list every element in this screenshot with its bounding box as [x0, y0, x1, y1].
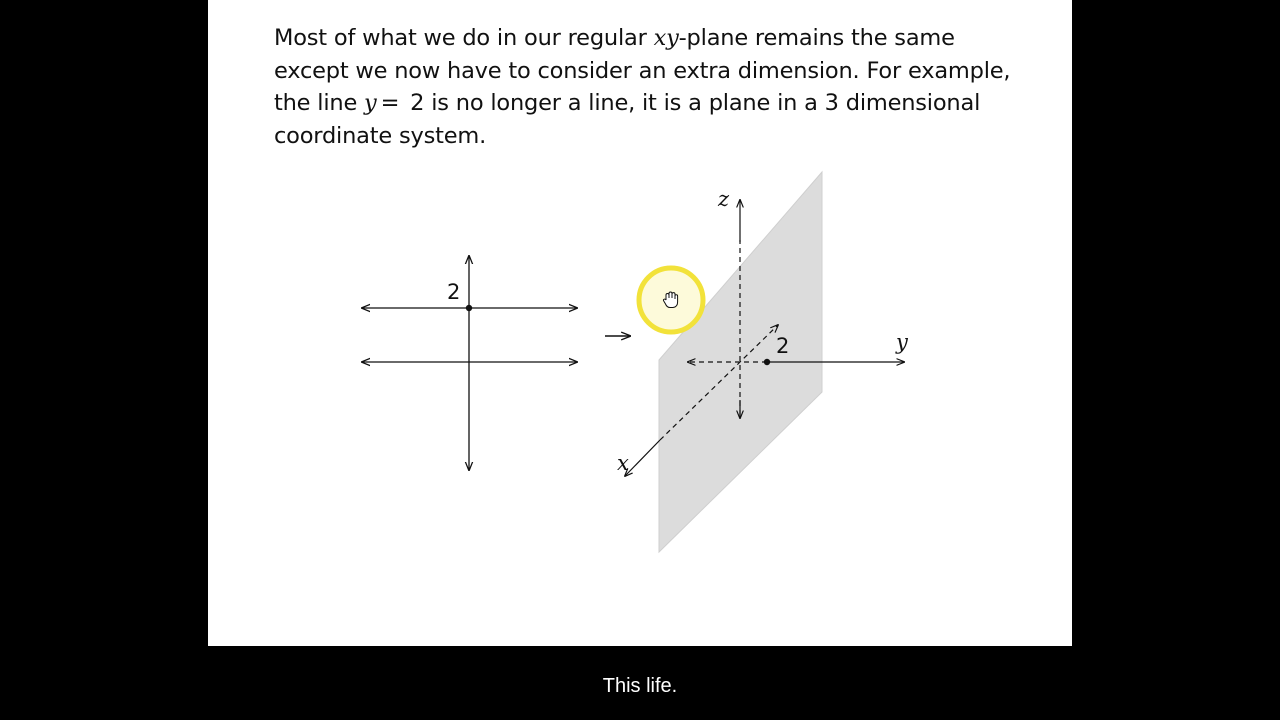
- paragraph-line-2: except we now have to consider an extra dimension. For example,: [274, 57, 1011, 84]
- figure-2d: [362, 256, 577, 470]
- point-3d: [764, 359, 770, 365]
- text-segment: 2 is no longer a line, it is a plane in a 3 dimensional: [403, 90, 981, 116]
- paragraph-line-4: coordinate system.: [274, 122, 487, 149]
- subtitle-caption: This life.: [602, 675, 678, 697]
- label-x: x: [617, 451, 629, 475]
- x-axis-solid: [625, 440, 660, 476]
- label-y: y: [896, 330, 908, 354]
- label-2-3d: 2: [776, 334, 790, 358]
- cursor-highlight: [639, 268, 703, 332]
- text-segment: the line: [274, 90, 365, 116]
- text-segment: -plane remains the same: [678, 25, 955, 51]
- point-2d: [466, 305, 472, 311]
- text-segment: Most of what we do in our regular: [274, 25, 654, 51]
- math-equals: =: [380, 90, 400, 116]
- math-xy: xy: [653, 25, 679, 51]
- label-z: z: [718, 187, 730, 211]
- math-y: y: [364, 90, 377, 116]
- figure-3d: [617, 172, 909, 552]
- label-2-2d: 2: [447, 280, 461, 304]
